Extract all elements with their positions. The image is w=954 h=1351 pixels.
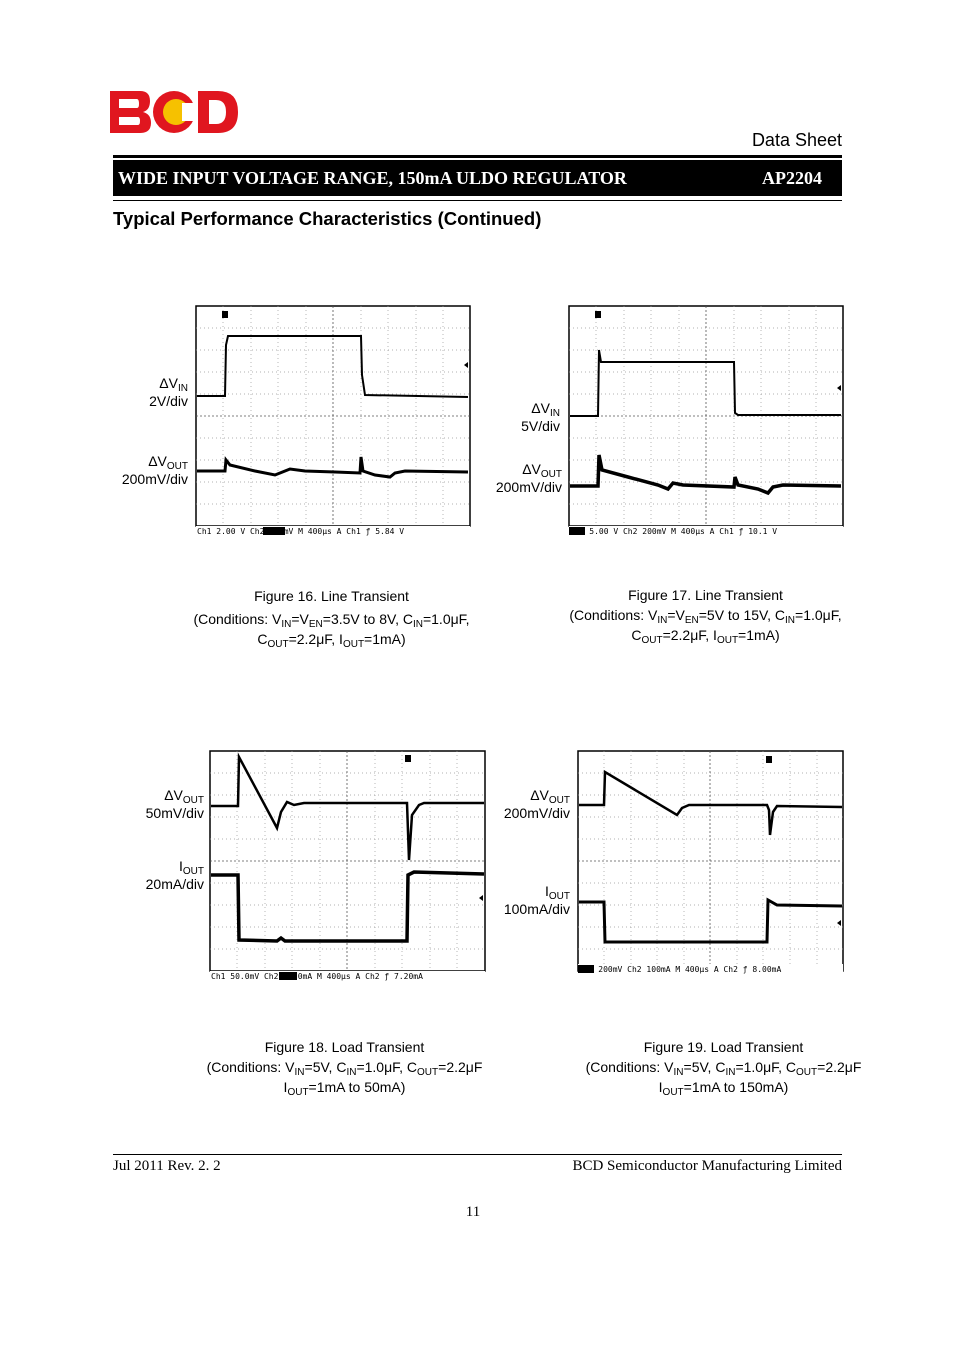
fig16-scope-trace — [195, 305, 471, 537]
fig19-status: Ch1 200mV Ch2 100mA M 400μs A Ch2 ƒ 8.00mA — [579, 965, 782, 974]
fig19-label-vout: $\Delta V_{OUT}$ 200mV/div — [503, 787, 570, 821]
fig18-status: Ch1 50.0mV Ch2 20.0mA M 400μs A Ch2 ƒ 7.20mA — [211, 972, 423, 981]
fig16-label-vout: $\Delta V_{OUT}$ 200mV/div — [121, 453, 188, 487]
page-number: 11 — [465, 1204, 481, 1220]
fig19-scope-trace — [577, 750, 844, 982]
fig17-label-vout: $\Delta V_{OUT}$ 200mV/div — [495, 461, 562, 495]
product-title: WIDE INPUT VOLTAGE RANGE, 150mA ULDO REGULATOR — [118, 167, 627, 188]
fig17-caption: Figure 17. Line Transient (Conditions: $V_{IN}=V_{EN}=5V$ to 15V, $C_{IN}=1.0\mu F$, $C_{OUT}=2.2\mu F$, $I_{OUT}=1mA$) — [569, 587, 842, 646]
fig18-label-iout: $I_{OUT}$ 20mA/div — [145, 858, 204, 892]
header-underline — [113, 200, 842, 201]
bcd-logo — [110, 89, 240, 135]
footer-date-revision: Jul 2011 Rev. 2. 2 — [113, 1158, 221, 1174]
fig16-caption: Figure 16. Line Transient (Conditions: $V_{IN}=V_{EN}=3.5V$ to 8V, $C_{IN}=1.0\mu F$, $C_{OUT}=2.2\mu F$, $I_{OUT}=1mA$) — [193, 588, 470, 650]
fig18-scope-trace — [209, 750, 486, 982]
footer-company: BCD Semiconductor Manufacturing Limited — [572, 1158, 842, 1174]
fig16-label-vin: $\Delta V_{IN}$ 2V/div — [149, 375, 188, 409]
section-title: Typical Performance Characteristics (Continued) — [113, 208, 542, 229]
fig19-caption: Figure 19. Load Transient (Conditions: $V_{IN}=5V$, $C_{IN}=1.0\mu F$, $C_{OUT}=2.2\mu F$ $I_{OUT}=1mA$ to 150mA) — [585, 1039, 862, 1098]
part-number: AP2204 — [762, 167, 822, 188]
fig19-label-iout: $I_{OUT}$ 100mA/div — [503, 883, 570, 917]
fig17-label-vin: $\Delta V_{IN}$ 5V/div — [521, 400, 560, 434]
fig17-scope-trace — [568, 305, 844, 537]
fig16-status: Ch1 2.00 V Ch2 200mV M 400μs A Ch1 ƒ 5.84 V — [197, 527, 405, 536]
header-rule — [113, 155, 842, 158]
footer-rule — [113, 1154, 842, 1155]
fig17-status: Ch1 5.00 V Ch2 200mV M 400μs A Ch1 ƒ 10.1 V — [570, 527, 778, 536]
title-bar — [113, 160, 842, 196]
fig18-caption: Figure 18. Load Transient (Conditions: $V_{IN}=5V$, $C_{IN}=1.0\mu F$, $C_{OUT}=2.2\mu F$ $I_{OUT}=1mA$ to 50mA) — [206, 1039, 483, 1098]
document-type: Data Sheet — [751, 130, 842, 150]
fig18-label-vout: $\Delta V_{OUT}$ 50mV/div — [145, 787, 204, 821]
